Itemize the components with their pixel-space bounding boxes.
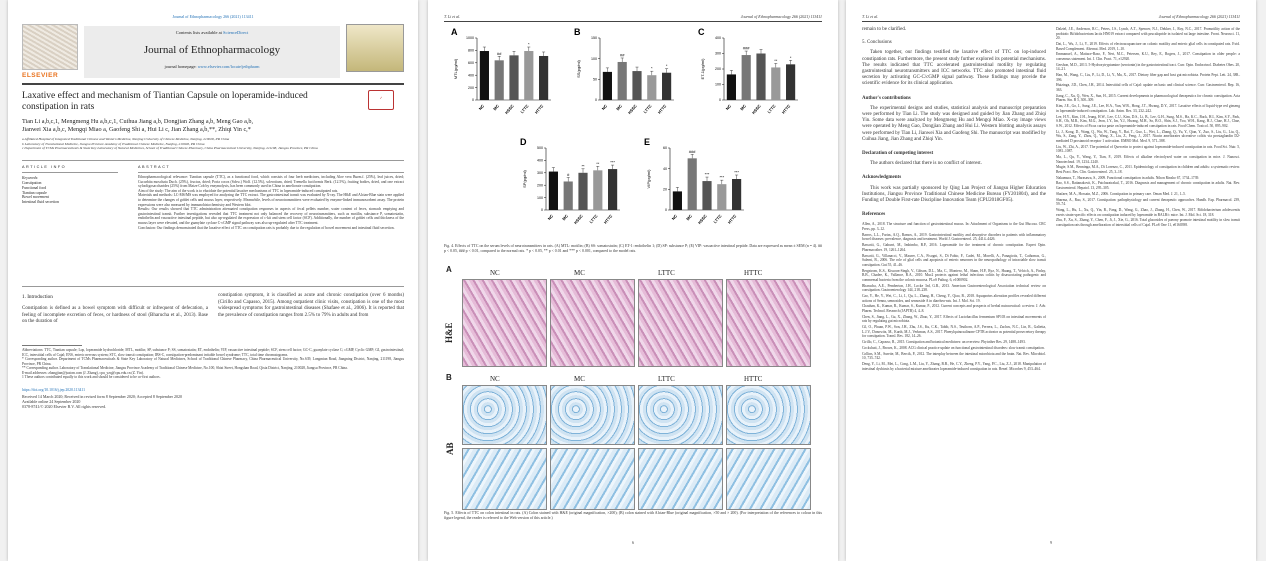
- bar: [549, 172, 558, 210]
- received-dates: Received 14 March 2020; Received in revised form 8 September 2020; Accepted 8 September 2020: [22, 394, 182, 399]
- running-head-left: T. Li et al.: [444, 14, 461, 19]
- y-tick-label: 100: [537, 195, 543, 200]
- left-column: [862, 27, 1046, 372]
- fig5-panel-a-label: A: [446, 265, 452, 274]
- reference-item[interactable]: Allen, A., 2018. The structure and function of gastrointestinal mucus. In: Attachment of Organisms to the Gut Mucosa. CRC Press, pp. 3–12.: [862, 222, 1046, 232]
- divider: [22, 286, 404, 287]
- x-tick-label: HTTC: [726, 213, 738, 225]
- significance-label: #: [567, 171, 570, 177]
- y-axis-label: SS(pg/ml): [576, 60, 581, 78]
- reference-item[interactable]: Collins, S.M., Surette, M., Bercik, P., 2012. The interplay between the intestinal microbiota and the brain. Nat. Rev. Microbiol. 10, 735–742.: [862, 351, 1046, 361]
- keyword[interactable]: Tiantian capsule: [22, 190, 47, 195]
- x-tick-label: MC: [739, 103, 747, 112]
- bar: [647, 75, 656, 100]
- significance-label: ##: [496, 50, 502, 56]
- reference-item[interactable]: Shafaee, M.A., Hossain, M.Z., 2006. Constipation in primary care. Oman Med. J. 21, 1–5.: [1056, 191, 1186, 196]
- ab-stain-image-httc-high: [726, 448, 811, 510]
- homepage-link[interactable]: www.elsevier.com/locate/jethpharm: [197, 64, 260, 69]
- footnotes: [22, 348, 404, 380]
- page-1: [8, 0, 418, 561]
- check-for-updates-icon[interactable]: ✓: [368, 90, 394, 110]
- x-tick-label: LTTC: [712, 213, 723, 225]
- x-tick-label: HTTC: [533, 103, 545, 115]
- divider: [22, 172, 118, 173]
- bar: [688, 158, 697, 210]
- journal-name: Journal of Ethnopharmacology: [143, 44, 281, 56]
- y-tick-label: 0: [595, 98, 597, 103]
- x-tick-label: HSSC: [572, 213, 584, 226]
- y-tick-label: 0: [472, 98, 474, 103]
- affiliation-b: b Laboratory of Translational Medicine, Jiangsu Province Academy of Traditional Chinese Medicine, Nanjing, 210028, PR China: [22, 141, 205, 146]
- footnote-emails: E-mail addresses: zhangjian@jsatcm.com (J. Zhang), cpu_yzq@cpu.edu.cn (Z. Yin).: [22, 370, 144, 375]
- significance-label: ###: [688, 148, 696, 154]
- bar-chart-e: [642, 136, 752, 236]
- y-tick-label: 200: [537, 183, 543, 188]
- y-tick-label: 800: [468, 48, 474, 53]
- article-info-heading: ARTICLE INFO: [22, 165, 67, 169]
- x-tick-label: HTTC: [602, 213, 614, 225]
- ab-stain-image-lttc-high: [638, 448, 723, 510]
- reference-item[interactable]: Deng, Y., Li, M., Mei, L., Cong, L.M., Liu, Y., Zhang, B.B., He, C.Y., Zheng, P.Y., Yang, P.C., Liu, Z.J., 2018. Manipulation of intestinal dysbiosis by a bacterial mixture ameliorates loperamide-induced constipation in rats. Benef. Microbes 9, 453–464.: [862, 361, 1046, 371]
- x-tick-label: HTTC: [656, 103, 668, 115]
- page-number: 6: [632, 540, 634, 545]
- y-tick-label: 200: [715, 67, 721, 72]
- y-tick-label: 0: [719, 98, 721, 103]
- bar-chart-b: [572, 26, 682, 126]
- panel-label: D: [520, 137, 527, 147]
- keyword[interactable]: Constipation: [22, 181, 42, 185]
- keyword[interactable]: Bowel movement: [22, 195, 49, 200]
- article-title: Laxative effect and mechanism of Tiantian Capsule on loperamide-induced constipation in rats: [22, 91, 308, 112]
- section-heading-competing-interest: Declaration of competing interest: [862, 151, 934, 157]
- y-tick-label: 40: [663, 166, 667, 171]
- panel-label: C: [698, 27, 705, 37]
- running-head-left: T. Li et al.: [862, 14, 879, 19]
- homepage-prefix: journal homepage:: [164, 64, 198, 69]
- reference-item[interactable]: Lee, H.Y., Kim, J.H., Jeung, H.W., Lee, C.U., Kim, D.S., Li, B., Lee, G.H., Sung, M.S., Ha, K.C., Back, H.I., Kim, S.Y., Park, S.H., Oh, M.R., Kim, M.G., Jeon, J.Y., Im, Y.J., Hwang, M.H., So, B.O., Shin, S.J., Yoo, W.H., Kang, H.J., Chae, H.J., Chae, S.W., 2012. Effects of Ficus carica paste on loperamide-induced constipation in rats. Food Chem. Toxicol. 50, 895–902.: [1056, 114, 1240, 128]
- significance-label: *: [665, 63, 668, 69]
- figure-4-caption: Fig. 4. Effects of TTC on the serum levels of neurotransmitters in rats. (A) MTL: motilin; (B) SS: somatostatin; (C) ET-1: endothelin 1; (D) SP: substance P; (E) VIP: vasoactive intestinal peptide. Data are expressed as mean ± SEM (n = 4). ## p < 0.05, ### p < 0.01, compared to the normal rats. * p < 0.05, ** p < 0.01 and *** p < 0.001, compared to the model rats.: [444, 244, 822, 253]
- publisher-name: ELSEVIER: [22, 72, 59, 79]
- abstract-methods: Materials and methods: LC-MS/MS was employed for analyzing the TTC extract. The gastrointestinal transit was evaluated by X-ray. The H&E and Alcian-Blue stain were applied to determine the changes of goblet cells and mucus layer, respectively. Meanwhile, levels of neurotransmitters were evaluated by enzyme-linked immunosorbent assay. The protein expressions were also measured by immunohistochemistry and Western blot.: [138, 193, 404, 207]
- conclusions-text: Taken together, our findings testified the laxative effect of TTC on lop-induced constipation rats. Furthermore, the present study further explored its potential mechanisms. The results indicated that TTC accelerated gastrointestinal motility by regulating gastrointestinal neurotransmitters and ICC networks. TTC also promoted intestinal fluid secretion by activating GC-C/cGMP signal pathway. These findings may provide the scientific evidence for its clinical application.: [862, 50, 1046, 87]
- significance-label: ***: [610, 159, 615, 165]
- authors-line-2: Jianwei Xia a,b,c, Mengqi Miao a, Gaofeng Shi a, Hui Li c, Jian Zhang a,b,**, Zhiqi Yin c,*: [22, 126, 251, 134]
- y-tick-label: 200: [468, 85, 474, 90]
- keyword[interactable]: Functional food: [22, 185, 47, 190]
- bar: [742, 55, 751, 100]
- abstract-heading: ABSTRACT: [138, 165, 171, 169]
- reference-item[interactable]: Ma, L., Qu, Y., Wang, Y., Tian, F., 2019. Effects of alkaline electrolyzed water on constipation in mice. J. Nanosci. Nanotechnol. 19, 1234–1240.: [1056, 154, 1240, 164]
- abstract-conclusion: Conclusion: Our findings demonstrated that the laxative effect of TTC on constipation rats is probably due to the regulation of bowel movement and intestinal fluid secretion.: [138, 225, 395, 230]
- reference-item[interactable]: Cockshutt, J., Brown, K., 2008. ACG clinical practice update on functional gastrointestinal disorders: slow transit constipation.: [862, 345, 1045, 350]
- footnote-abbreviations: Abbreviations: TTC, Tiantian capsule; Lop, loperamide hydrochloride; MTL, motilin; SP, substance P; SS, somatostatin; ET, endothelin; VIP, vasoactive intestinal peptide; SCF, stem cell factor; GC-C, guanylate cyclase C; cGMP, Cyclic GMP; GI, gastrointestinal; ICC, interstitial cells of Cajal; ENS, enteric nervous system; STC, slow transit constipation; IBS-C, constipation-predominant irritable bowel syndrome; TTC, total time chromatograms.: [22, 348, 404, 357]
- bar-chart-a: [449, 26, 559, 126]
- x-tick-label: LTTC: [519, 103, 530, 115]
- acknowledgments-text: This work was partially sponsored by Qing Lan Project of Jiangsu Higher Education Institutions, Jiangsu Province Traditional Chinese Medicine Bureau (FY201804), and the Funding of Double First-rate Discipline Innovation Team (CPU2018GF05).: [862, 185, 1046, 204]
- x-tick-label: HSSC: [626, 103, 638, 116]
- x-tick-label: NC: [670, 213, 679, 222]
- bar: [756, 54, 765, 101]
- footnote-equal-contribution: 1 These authors contributed equally to this work and should be considered to be co-first authors.: [22, 375, 161, 379]
- x-tick-label: MC: [492, 103, 500, 112]
- ab-stain-image-mc-high: [550, 448, 635, 510]
- abstract-relevance: Ethnopharmacological relevance: Tiantian capsule (TTC), as a functional food, which consists of four herb medicines, including Aloe vera Burm.f. (25%), leaf juices, dried; Cucurbita moschata Duch. (25%), fructus, dried; Poria cocos (Schw.) Wolf. (12.5%), sclerotium, dried; Tremella fuciformis Berk. (12.5%), fruiting bodies, dried, and one extract xylooligosaccharides (25%) from Maize Cob by enzymolysis, has been commonly used in China to ameliorate constipation.: [138, 175, 404, 189]
- figure-5: [444, 265, 822, 525]
- divider: [22, 160, 404, 161]
- bar: [524, 51, 533, 100]
- significance-label: ***: [734, 169, 739, 175]
- fig5-he-label: H&E: [444, 322, 454, 343]
- significance-label: ***: [704, 171, 710, 177]
- figure-4: [444, 26, 822, 236]
- reference-item[interactable]: Emmanuel, A., Mattace-Raso, F., Neri, M.C., Petersen, K.U., Rey, E., Rogers, J., 2017. Constipation in older people: a consensus statement. Int. J. Clin. Pract. 71, e12920.: [1056, 52, 1240, 61]
- reference-list-left: [862, 222, 1046, 371]
- affiliations: [22, 137, 402, 151]
- fig5-panel-b-label: B: [446, 373, 452, 382]
- fig5-col-nc: NC: [490, 269, 500, 277]
- reference-list-right: [1056, 27, 1240, 229]
- chart-panel-e: [642, 136, 752, 236]
- x-tick-label: NC: [477, 103, 486, 112]
- ab-stain-image-mc-low: [550, 385, 635, 445]
- y-tick-label: 300: [715, 51, 721, 56]
- reference-item[interactable]: Dalziel, J.E., Anderson, R.C., Peters, J.S., Lynch, A.T., Spencer, N.J., Dekker, J., Roy, N.C., 2017. Promotility action of the probiotic Bifidobacterium lactis HN019 extract compared with prucalopride in isolated rat large intestine. Front. Neurosci. 11, 20.: [1056, 27, 1240, 41]
- authors-line-1: Tian Li a,b,c,1, Mengmeng Hu a,b,c,1, Cuihua Jiang a,b, Dongjian Zhang a,b, Meng Gao a,b,: [22, 118, 254, 125]
- chart-panel-c: [696, 26, 806, 126]
- journal-citation[interactable]: Journal of Ethnopharmacology 266 (2021) 113411: [172, 14, 254, 19]
- x-tick-label: HSSC: [503, 103, 515, 116]
- keywords-label: Keywords:: [22, 176, 39, 180]
- reference-item[interactable]: Cil, O., Phuan, P.W., Son, J.H., Zhu, J.S., Ku, C.K., Tabib, N.S., Teuthorn, A.P., Ferrera, L., Zachos, N.C., Lin, R., Galietta, L.J.V., Donowitz, M., Kurth, M.J., Verkman, A.S., 2017. Phenylquinoxalinone CFTR activator as potential prosecretory therapy for constipation. Transl. Res. 182, 14–26.: [862, 325, 1046, 339]
- bar: [495, 60, 504, 100]
- competing-interest-text: The authors declared that there is no conflict of interest.: [870, 161, 982, 167]
- x-tick-label: MC: [561, 213, 569, 222]
- reference-item[interactable]: Li, J., Kong, D., Wang, Q., Wu, W., Tang, Y., Bai, T., Guo, L., Wei, L., Zhang, Q., Yu, Y., Qian, Y., Zuo, S., Liu, G., Liu, Q., Wu, S., Zang, Y., Zhou, Q., Wang, X., Liu, Z., Feng, J., 2017. Niacin ameliorates ulcerative colitis via prostaglandin D2-mediated D prostanoid receptor 1 activation. EMBO Mol. Med. 9, 571–588.: [1056, 129, 1240, 143]
- significance-label: *: [528, 41, 530, 47]
- page-2: [428, 0, 838, 561]
- chart-panel-a: [449, 26, 559, 126]
- reference-item[interactable]: Rao, S.S., Rattanakovit, K., Patcharatrakul, T., 2016. Diagnosis and management of chronic constipation in adults. Nat. Rev. Gastroenterol. Hepatol. 13, 295–305.: [1056, 181, 1240, 191]
- panel-label: A: [451, 27, 458, 37]
- he-stain-image-lttc: [638, 279, 723, 367]
- page-number: 9: [1050, 540, 1052, 545]
- y-tick-label: 500: [537, 146, 543, 151]
- ab-stain-image-lttc-low: [638, 385, 723, 445]
- y-tick-label: 20: [663, 187, 667, 192]
- significance-label: ###: [742, 45, 750, 51]
- fig5-col-lttc: LTTC: [658, 269, 675, 277]
- reference-item[interactable]: Chauhan, K., Kumar, R., Kumar, S., Kumar, P., 2012. Current concepts and prospects of herbal nutraceutical: a review. J. Adv. Pharm. Technol. Research (JAPTR) 4, 4–8.: [862, 304, 1046, 313]
- section-heading-acknowledgments: Acknowledgments: [862, 175, 902, 181]
- homepage-line: [84, 64, 340, 69]
- affiliation-c: c Department of TCMs Pharmaceuticals & State Key Laboratory of Natural Medicines, School of Traditional Chinese Pharmacy, China Pharmaceutical University, Nanjing, 211198, Jiangsu Province, PR China: [22, 146, 318, 151]
- y-tick-label: 60: [663, 146, 667, 151]
- reference-item[interactable]: Bassotti, G., Villanacci, V., Maurer, C.A., Fisogni, S., Di Fabio, F., Cadei, M., Morelli, A., Panagiotis, T., Cathomas, G., Salerni, B., 2006. The role of glial cells and apoptosis of enteric neurones in the neuropathology of intractable slow transit constipation. Gut 55, 41–46.: [862, 253, 1046, 267]
- significance-label: ##: [619, 52, 625, 58]
- fig5-col-httc: HTTC: [744, 269, 763, 277]
- reference-item[interactable]: Huizinga, J.D., Chen, J.H., 2014. Interstitial cells of Cajal: update on basic and clinical science. Curr. Gastroenterol. Rep. 16, 363.: [1056, 83, 1240, 93]
- doi-link[interactable]: https://doi.org/10.1016/j.jep.2020.113411: [22, 388, 86, 392]
- chart-panel-b: [572, 26, 682, 126]
- divider: [22, 83, 404, 85]
- bar: [702, 181, 711, 210]
- he-stain-image-nc: [462, 279, 547, 367]
- contents-prefix: Contents lists available at: [175, 30, 223, 35]
- fig5-ab-label: AB: [445, 442, 455, 455]
- significance-label: *: [651, 65, 653, 71]
- y-tick-label: 150: [591, 36, 597, 41]
- reference-item[interactable]: Liu, W., Zhi, A., 2017. The potential of Quercetin to protect against loperamide-induced constipation in rats. Food Sci. Nutr. 5, 1081–1087.: [1056, 144, 1240, 154]
- x-tick-label: MC: [685, 213, 693, 222]
- footnote-corresponding-2: ** Corresponding author. Laboratory of Translational Medicine, Jiangsu Province Academy of Traditional Chinese Medicine, No.100, Shizi Street, Hongshan Road, Qixia District, Nanjing, 210028, Jiangsu Province, PR China.: [22, 366, 348, 370]
- keyword[interactable]: Intestinal fluid secretion: [22, 200, 59, 205]
- he-stain-image-httc: [726, 279, 811, 367]
- x-tick-label: NC: [724, 103, 733, 112]
- page-3: [846, 0, 1256, 561]
- contributions-text: The experimental designs and studies, statistical analysis and manuscript preparation were performed by Tian Li. The study was designed and guided by Jian Zhang and Zhiqi Yin. Some data were analyzed by Mengmeng Hu and Mengqi Miao. X-ray image views were operated by Meng Gao, Dongjian Zhang and Hui Li. Western blotting analysis assays were performed by Tian Li, Jianwei Xia and Gaofeng Shi. The manuscript was modified by Cuihua Jiang, Jian Zhang and Zhiqi Yin.: [862, 105, 1046, 142]
- y-axis-label: MTL(pg/ml): [453, 58, 458, 80]
- bar: [732, 179, 741, 210]
- bar: [727, 74, 736, 100]
- y-tick-label: 400: [537, 158, 543, 163]
- he-stain-image-mc: [550, 279, 635, 367]
- available-online: Available online 24 September 2020: [22, 399, 81, 404]
- reference-item[interactable]: Wang, L., Hu, L., Xu, Q., Yin, B., Fang, D., Wang, G., Zhao, J., Zhang, H., Chen, W., 2017. Bifidobacterium adolescentis exerts strain-specific effects on constipation induced by loperamide in BALB/c mice. Int. J. Mol. Sci. 18, 318.: [1056, 207, 1240, 217]
- reference-item[interactable]: Cirillo, C., Capasso, R., 2015. Constipation and botanical medicines: an overview. Phytother Res. 29, 1488–1493.: [862, 340, 1026, 344]
- reference-item[interactable]: Nakamura, T., Harasawa, S., 2009. Functional constipation in adults. Nihon Rinsho 67, 1734–1739.: [1056, 175, 1200, 180]
- chart-panel-d: [518, 136, 628, 236]
- reference-item[interactable]: Bergstrom, K.S., Kissoon-Singh, V., Gibson, D.L., Ma, C., Montero, M., Sham, H.P., Ryz, N., Huang, T., Velcich, A., Finlay, B.B., Chadee, K., Vallance, B.A., 2010. Muc2 protects against lethal infectious colitis by disassociating pathogenic and commensal bacteria from the colonic mucosa. PLoS Pathog. 6, e1000902.: [862, 268, 1046, 282]
- y-tick-label: 0: [665, 208, 667, 213]
- reference-item[interactable]: Bharucha, A.E., Pemberton, J.H., Locke 3rd, G.R., 2013. American Gastroenterological Association technical review on constipation. Gastroenterology 144, 218–238.: [862, 283, 1046, 293]
- journal-banner: [84, 26, 340, 78]
- keywords-list: [22, 181, 59, 205]
- section-heading-conclusions: 5. Conclusions: [862, 40, 892, 46]
- ab-stain-image-nc-low: [462, 385, 547, 445]
- bar: [593, 170, 602, 210]
- reference-item[interactable]: Kim, J.E., Go, J., Sung, J.E., Lee, H.A., Yun, W.B., Hong, J.T., Hwang, D.Y., 2017. Laxative effects of liquid-type red ginseng in loperamide-induced constipation. Lab. Anim. Res. 33, 232–242.: [1056, 104, 1240, 113]
- bar: [662, 73, 671, 100]
- divider: [138, 172, 404, 173]
- fig5-col-mc: MC: [574, 269, 585, 277]
- x-tick-label: NC: [600, 103, 609, 112]
- panel-label: E: [644, 137, 651, 147]
- bar: [578, 173, 587, 210]
- y-tick-label: 0: [541, 208, 543, 213]
- bar: [509, 55, 518, 100]
- bar: [673, 191, 682, 210]
- footnote-rule: [22, 345, 82, 346]
- bar: [608, 169, 617, 210]
- y-axis-label: VIP(pg/ml): [646, 169, 651, 189]
- bar: [717, 184, 726, 210]
- abstract-body: [138, 175, 404, 230]
- y-tick-label: 300: [537, 171, 543, 175]
- reference-item[interactable]: Zhu, F., Xu, S., Zhang, Y., Chen, F., Ji, J., Xie, G., 2016. Total glucosides of paeony promote intestinal motility in slow transit constipation rats through amelioration of interstitial cells of Cajal. PLoS One 11, e0160398.: [1056, 218, 1240, 227]
- bar: [632, 71, 641, 100]
- running-head-right: Journal of Ethnopharmacology 266 (2021) 113411: [740, 14, 822, 19]
- bar: [618, 62, 627, 100]
- abstract-results: Results: Our results showed that TTC administration attenuated constipation responses in aspects of fecal pellets number, water content of feces, stomach emptying and gastrointestinal transit. Further investigations revealed that TTC treatment not only balanced the recovery of neurotransmitters, such as motilin, substance P, somatostatin, endothelin and vasoactive intestinal peptide, but also up-regulated the expression of c-kit and stem cell factor (SCF). Additionally, the number of goblet cells and thickness of the mucus layer were elevated, and the guanylate cyclase C-cGMP signal pathway was also up-regulated after TTC treatment.: [138, 207, 404, 225]
- ab-stain-image-nc-high: [462, 448, 547, 510]
- reference-item[interactable]: Bassotti, G., Gaburri, M., Imbimbo, B.P., 2016. Loperamide for the treatment of chronic constipation. Expert Opin. Pharmacother. 19, 1261–1264.: [862, 243, 1046, 252]
- reference-item[interactable]: Mugie, S.M., Benninga, M.A., Di Lorenzo, C., 2011. Epidemiology of constipation in children and adults: a systematic review. Best Pract. Res. Clin. Gastroenterol. 25, 3–18.: [1056, 165, 1240, 174]
- significance-label: **: [774, 57, 778, 63]
- sciencedirect-link[interactable]: ScienceDirect: [223, 30, 249, 35]
- bar-chart-c: [696, 26, 806, 126]
- divider: [862, 21, 1240, 22]
- journal-cover-image: [346, 24, 404, 72]
- affiliation-a: a Affiliated Hospital of Integrated Traditional Chinese and Western Medicine, Nanjing University of Chinese Medicine, Nanjing, 210028, PR China: [22, 137, 230, 141]
- bar: [480, 51, 489, 100]
- running-head-right: Journal of Ethnopharmacology 266 (2021) 113411: [1158, 14, 1240, 19]
- y-axis-label: SP(pg/ml): [522, 170, 527, 188]
- fig5-col-lttc: LTTC: [658, 375, 675, 383]
- x-tick-label: HSSC: [750, 103, 762, 116]
- y-tick-label: 1000: [466, 36, 474, 41]
- y-tick-label: 100: [591, 56, 597, 61]
- bar: [603, 72, 612, 100]
- contents-line: [84, 30, 340, 35]
- x-tick-label: MC: [615, 103, 623, 112]
- fig5-col-mc: MC: [574, 375, 585, 383]
- bar: [564, 181, 573, 210]
- authors: [22, 118, 402, 134]
- bar: [771, 67, 780, 100]
- significance-label: **: [581, 163, 585, 169]
- section-heading-references: References: [862, 212, 886, 218]
- footnote-corresponding-1: * Corresponding author. Department of TCMs Pharmaceuticals & State Key Laboratory of Natural Medicines, School of Traditional Chinese Pharmacy, China Pharmaceutical University, No.639, Longmian Road, Jiangning District, Nanjing, 211198, Jiangsu Province, PR China.: [22, 357, 404, 366]
- divider: [444, 21, 822, 22]
- bar: [539, 56, 548, 100]
- panel-label: B: [574, 27, 581, 37]
- bar-chart-d: [518, 136, 628, 236]
- fig5-col-nc: NC: [490, 375, 500, 383]
- x-tick-label: HSSC: [696, 213, 708, 226]
- reference-item[interactable]: Cao, Y., He, Y., Wei, C., Li, J., Qu, L., Zhang, H., Cheng, Y., Qiao, B., 2018. Aquaporins alteration profiles revealed different actions of Senna, sennosides, and sennoside A in diarrhea-rats. Int. J. Mol. Sci. 19.: [862, 293, 1046, 303]
- reference-item[interactable]: Sharma, A., Rao, S., 2017. Constipation: pathophysiology and current therapeutic approaches. Handb. Exp. Pharmacol. 239, 59–74.: [1056, 197, 1240, 207]
- section-heading-introduction: 1. Introduction: [22, 294, 53, 300]
- abstract-aim: Aim of the study: The aim of the work is to elucidate the potential laxative mechanisms of TTC in loperamide-induced constipated rats.: [138, 188, 339, 193]
- intro-right-column: constipation symptom, it is classified as acute and chronic constipation (over 6 months) (Cirillo and Capasso, 2015). Among outpatient clinic visits, constipation is one of the most widespread symptoms for gastrointestinal diseases (Shafaee et al., 2006). It is reported that the prevalence of constipation ranges from 2.5% to 79% in adults and from: [218, 293, 404, 318]
- x-tick-label: NC: [546, 213, 555, 222]
- figure-5-caption: Fig. 5. Effects of TTC on colon intestinal in rats. (A) Colon stained with H&E (original magnification, ×200); (B) colon stained with Alcian-Blue (original magnification, ×50 and × 200). (For interpretation of the references to colour in this figure legend, the reader is referred to the Web version of this article.): [444, 511, 822, 520]
- reference-item[interactable]: Gershon, M.D., 2013. 5-Hydroxytryptamine (serotonin) in the gastrointestinal tract. Curr. Opin. Endocrinol. Diabetes Obes. 20, 14–21.: [1056, 62, 1240, 72]
- significance-label: ***: [719, 174, 725, 180]
- bar: [786, 64, 795, 100]
- significance-label: **: [596, 160, 600, 166]
- section-heading-contributions: Author's contributions: [862, 95, 911, 101]
- y-tick-label: 400: [715, 36, 721, 41]
- fig5-col-httc: HTTC: [744, 375, 763, 383]
- intro-left-column: Constipation is defined as a bowel symptom with difficult or infrequent of defecation, a feeling of incomplete excretion of feces, or hardness of stool (Bharucha et al., 2013). Base on the duration of: [22, 306, 208, 325]
- x-tick-label: LTTC: [766, 103, 777, 115]
- elsevier-tree-logo: [22, 24, 78, 70]
- y-tick-label: 100: [715, 82, 721, 87]
- x-tick-label: HTTC: [780, 103, 792, 115]
- continued-text: remain to be clarified.: [862, 27, 907, 32]
- copyright: 0378-8741/© 2020 Elsevier B.V. All rights reserved.: [22, 404, 107, 409]
- y-tick-label: 400: [468, 73, 474, 78]
- reference-item[interactable]: Dai, L., Wu, J., Li, Y., 2019. Effects of electroacupuncture on colonic motility and enteric glial cells in constipated rats. Evid. Based Complement. Alternat. Med. 2019, 1–10.: [1056, 41, 1240, 51]
- y-axis-label: ET-1(pg/ml): [700, 58, 705, 80]
- x-tick-label: LTTC: [588, 213, 599, 225]
- reference-item[interactable]: Jiang, C., Xu, Q., Wen, X., Sun, H., 2015. Current developments in pharmacological therapeutics for chronic constipation. Acta Pharm. Sin. B 5, 300–309.: [1056, 93, 1240, 103]
- reference-item[interactable]: Chen, S., Jiang, L., Gu, X., Zhang, W., Zhao, Y., 2017. Effects of Lactobacillus fermentum SP103 on intestinal movements of rats by regulating gut microbiota.: [862, 314, 1046, 324]
- x-tick-label: LTTC: [642, 103, 653, 115]
- significance-label: *: [789, 54, 792, 60]
- ab-stain-image-httc-low: [726, 385, 811, 445]
- reference-item[interactable]: Han, M., Wang, C., Liu, P., Li, D., Li, Y., Ma, X., 2017. Dietary fiber gap and host gut microbiota. Protein Pept. Lett. 24, 388–396.: [1056, 73, 1240, 82]
- y-tick-label: 50: [593, 77, 597, 82]
- y-tick-label: 600: [468, 61, 474, 65]
- reference-item[interactable]: Barros, L.L., Farias, A.Q., Ramos, A., 2019. Gastrointestinal motility and absorptive disorders in patients with inflammatory bowel diseases: prevalence, diagnosis and treatment. World J. Gastroenterol. 25, 4414–4426.: [862, 232, 1046, 242]
